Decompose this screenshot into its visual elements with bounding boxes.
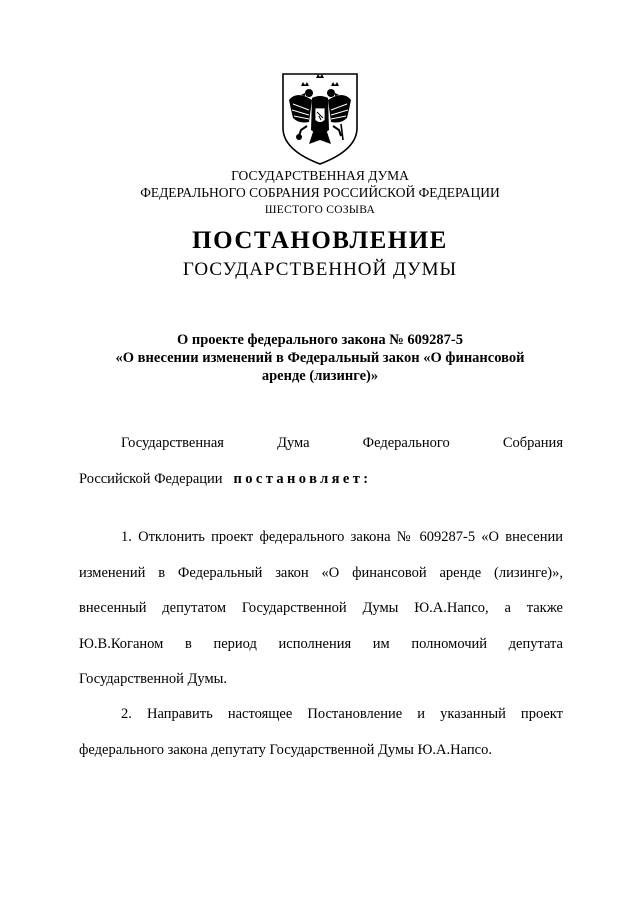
item2-line2: федерального закона депутату Государственной Думы Ю.А.Напсо. — [79, 741, 492, 758]
preamble-verb: постановляет: — [233, 470, 372, 487]
subject-line2: «О внесении изменений в Федеральный закон «О финансовой — [115, 350, 525, 366]
item1-line2: изменений в Федеральный закон «О финансовой аренде (лизинге)», — [79, 564, 563, 581]
document-type-title: ПОСТАНОВЛЕНИЕ — [192, 227, 448, 254]
subject-line1: О проекте федерального закона № 609287-5 — [176, 332, 464, 348]
preamble-line1: Государственная Дума Федерального Собрания — [121, 435, 563, 451]
header-organization-line2: ФЕДЕРАЛЬНОГО СОБРАНИЯ РОССИЙСКОЙ ФЕДЕРАЦИИ — [140, 185, 500, 200]
coat-of-arms-icon — [279, 70, 361, 166]
preamble-line2 — [79, 462, 563, 498]
item-2 — [79, 697, 563, 768]
document-issuer: ГОСУДАРСТВЕННОЙ ДУМЫ — [182, 259, 458, 280]
item1-line4: Ю.В.Коганом в период исполнения им полномочий депутата — [79, 635, 563, 652]
subject-heading — [0, 331, 640, 385]
subject-line3: аренде (лизинге)» — [261, 368, 379, 384]
header-convocation: ШЕСТОГО СОЗЫВА — [264, 204, 376, 216]
item2-line1: 2. Направить настоящее Постановление и указанный проект — [121, 706, 563, 722]
item1-line1: 1. Отклонить проект федерального закона № 609287-5 «О внесении — [121, 529, 563, 545]
preamble — [79, 426, 563, 497]
item1-line5: Государственной Думы. — [79, 671, 227, 687]
item-1 — [79, 520, 563, 698]
preamble-line2-text: Российской Федерации — [79, 470, 223, 487]
item1-line3: внесенный депутатом Государственной Думы Ю.А.Напсо, а также — [79, 600, 563, 616]
header-organization-line1: ГОСУДАРСТВЕННАЯ ДУМА — [231, 168, 409, 183]
